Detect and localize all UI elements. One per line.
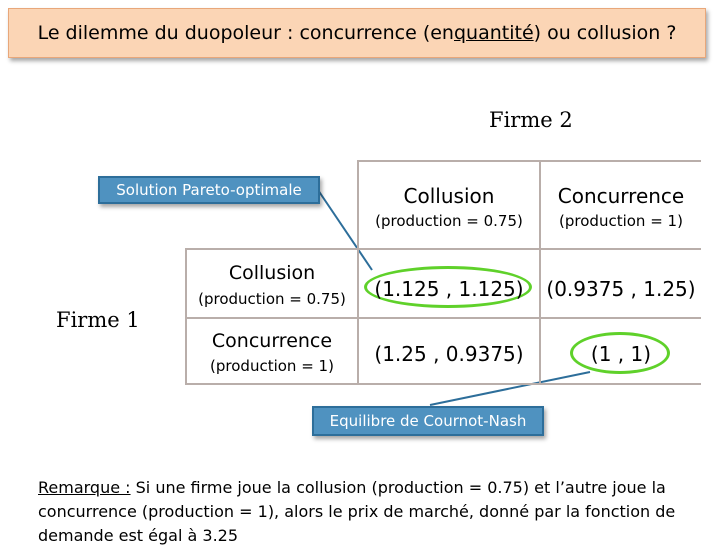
col-header-concurrence-sub: (production = 1) <box>559 212 683 230</box>
title-text-before: Le dilemme du duopoleur : concurrence (en <box>37 22 454 44</box>
payoff-collusion-collusion: (1.125 , 1.125) <box>374 277 524 301</box>
row-header-collusion-sub: (production = 0.75) <box>198 290 346 308</box>
title-text-after: ) ou collusion ? <box>533 22 677 44</box>
remark-paragraph <box>38 476 698 548</box>
grid-hline-rowtop <box>185 248 359 250</box>
grid-hline-bottom <box>185 383 701 385</box>
grid-hline-header <box>357 248 701 250</box>
payoff-concurrence-collusion: (1.25 , 0.9375) <box>374 342 524 366</box>
col-header-concurrence: Concurrence <box>557 184 685 208</box>
firm1-label: Firme 1 <box>56 308 140 332</box>
row-header-collusion: Collusion <box>228 262 316 284</box>
payoff-collusion-concurrence: (0.9375 , 1.25) <box>546 277 696 301</box>
title-text-underlined: quantité <box>453 22 534 44</box>
cournot-callout: Equilibre de Cournot-Nash <box>312 406 544 436</box>
firm2-label: Firme 2 <box>489 108 573 132</box>
col-header-collusion: Collusion <box>403 184 495 208</box>
remark-text: Si une firme joue la collusion (production = 0.75) et l’autre joue la concurrence (production = 1), alors le prix de marché, donné par la fonction de demande est égal à 3.25 <box>38 478 676 545</box>
grid-hline-top <box>357 160 701 162</box>
payoff-concurrence-concurrence: (1 , 1) <box>590 342 652 366</box>
remark-heading: Remarque : <box>38 478 131 497</box>
row-header-concurrence-sub: (production = 1) <box>210 357 334 375</box>
cournot-connector-line <box>430 372 590 405</box>
grid-hline-middle <box>185 317 701 319</box>
pareto-callout: Solution Pareto-optimale <box>98 176 320 204</box>
col-header-collusion-sub: (production = 0.75) <box>375 212 523 230</box>
row-header-concurrence: Concurrence <box>211 330 333 352</box>
